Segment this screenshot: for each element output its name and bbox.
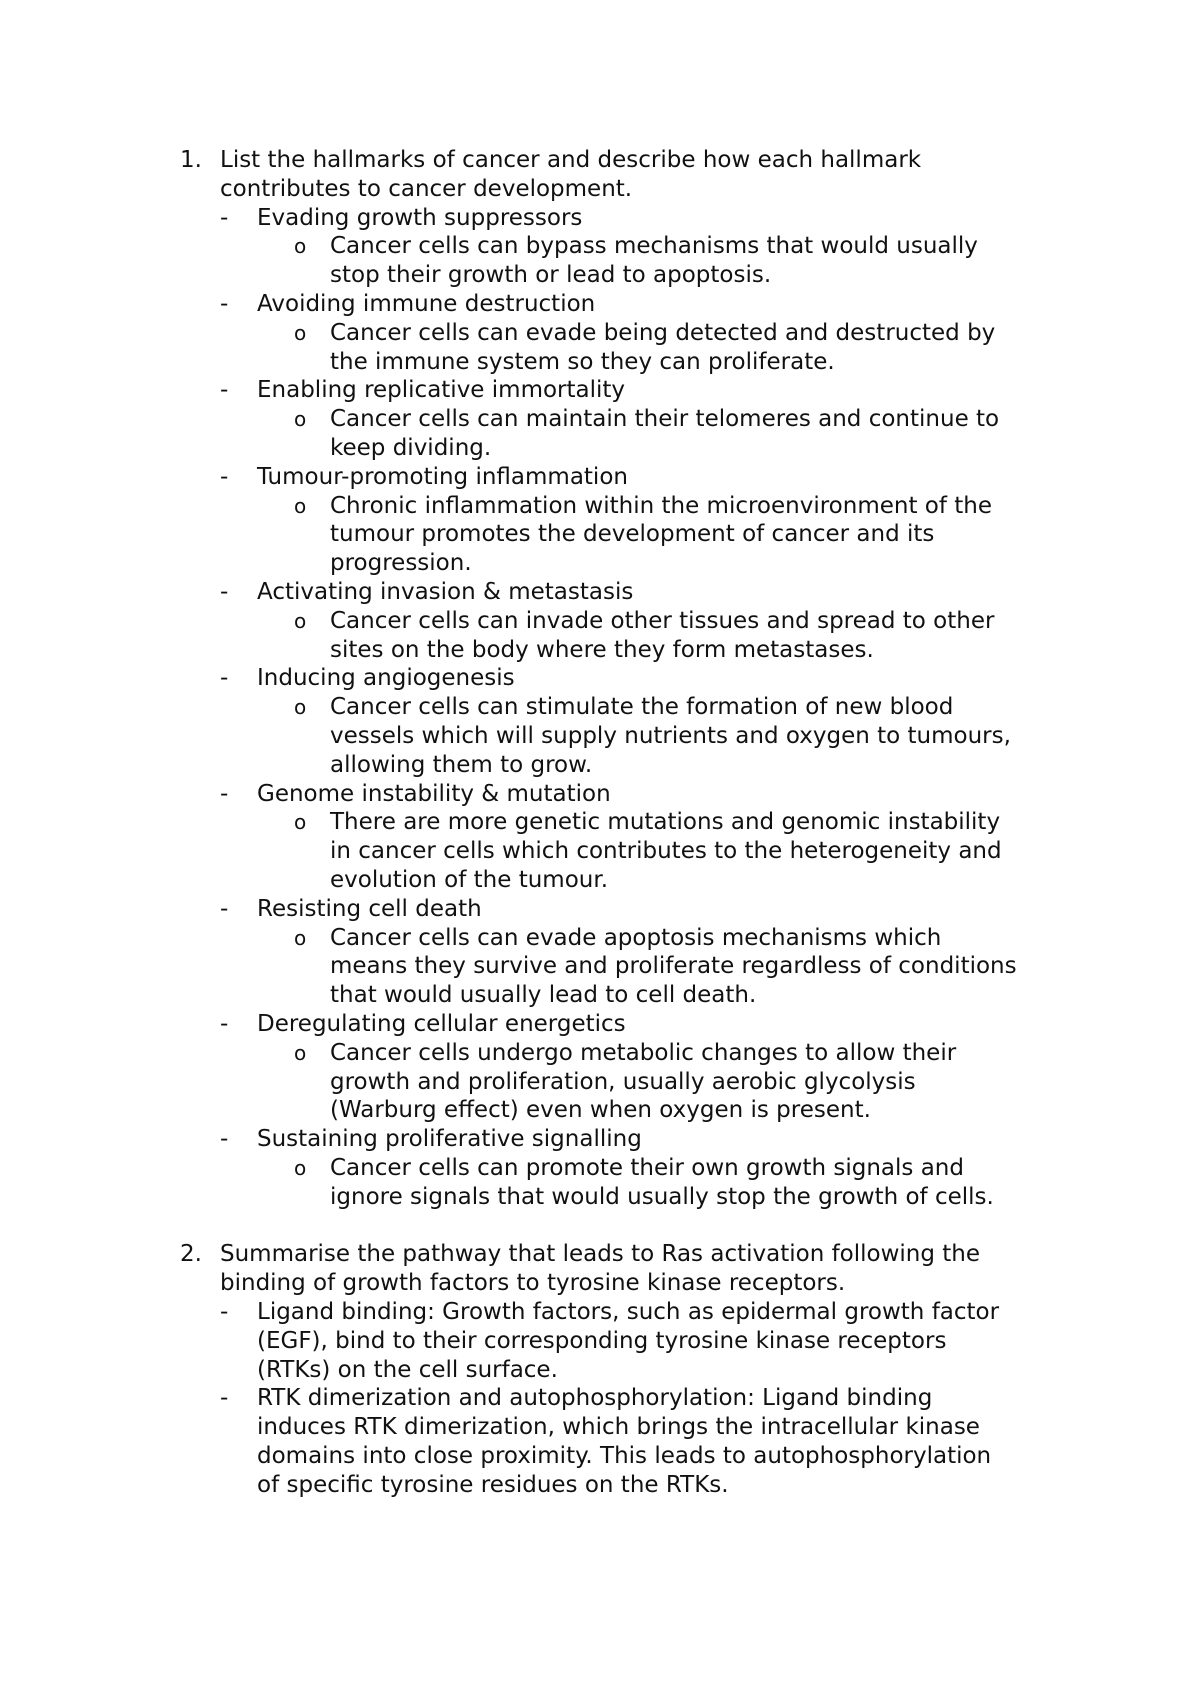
dash-bullet: - <box>220 1011 229 1037</box>
dash-bullet: - <box>220 1126 229 1153</box>
pathway-step-line: domains into close proximity. This leads to autophosphorylation <box>257 1443 992 1469</box>
hallmark-detail-line: allowing them to grow. <box>330 751 593 778</box>
section-number: 1. <box>180 147 202 173</box>
hallmark-title: Sustaining proliferative signalling <box>257 1126 642 1153</box>
hallmark-detail-line: Cancer cells undergo metabolic changes to allow their <box>330 1039 957 1066</box>
hallmark-title: Avoiding immune destruction <box>257 291 596 317</box>
hallmark-detail-line: tumour promotes the development of cancer and its <box>330 521 935 548</box>
hallmark-detail-line: in cancer cells which contributes to the heterogeneity and <box>330 838 1002 865</box>
pathway-step-line: RTK dimerization and autophosphorylation: Ligand binding <box>257 1385 933 1412</box>
dash-bullet: - <box>220 463 229 490</box>
hallmark-detail-line: (Warburg effect) even when oxygen is present. <box>330 1097 871 1124</box>
hallmark-detail-line: stop their growth or lead to apoptosis. <box>330 262 772 289</box>
dash-bullet: - <box>220 204 229 231</box>
dash-bullet: - <box>220 780 229 807</box>
circle-bullet: o <box>294 810 307 835</box>
hallmark-detail-line: means they survive and proliferate regardless of conditions <box>330 953 1017 980</box>
hallmark-detail-line: vessels which will supply nutrients and oxygen to tumours, <box>330 723 1011 749</box>
dash-bullet: - <box>220 895 229 922</box>
circle-bullet: o <box>294 234 307 259</box>
question-line: Summarise the pathway that leads to Ras activation following the <box>220 1241 981 1268</box>
hallmark-title: Genome instability & mutation <box>257 780 611 807</box>
hallmark-detail-line: Chronic inflammation within the microenvironment of the <box>330 492 993 519</box>
dash-bullet: - <box>220 579 229 605</box>
circle-bullet: o <box>294 493 307 518</box>
hallmark-title: Deregulating cellular energetics <box>257 1011 626 1037</box>
circle-bullet: o <box>294 407 307 432</box>
circle-bullet: o <box>294 320 307 345</box>
hallmark-detail-line: growth and proliferation, usually aerobic glycolysis <box>330 1068 916 1095</box>
hallmark-title: Evading growth suppressors <box>257 204 583 231</box>
hallmark-title: Resisting cell death <box>257 895 482 922</box>
question-line: contributes to cancer development. <box>220 175 633 202</box>
dash-bullet: - <box>220 377 229 404</box>
circle-bullet: o <box>294 1156 307 1180</box>
dash-bullet: - <box>220 1299 229 1325</box>
dash-bullet: - <box>220 1385 229 1412</box>
question-line: List the hallmarks of cancer and describe how each hallmark <box>220 147 922 173</box>
pathway-step-line: of specific tyrosine residues on the RTKs. <box>257 1471 729 1498</box>
hallmark-title: Enabling replicative immortality <box>257 377 626 404</box>
hallmark-detail-line: Cancer cells can evade apoptosis mechanisms which <box>330 924 942 951</box>
pathway-step-line: (RTKs) on the cell surface. <box>257 1356 558 1383</box>
question-line: binding of growth factors to tyrosine kinase receptors. <box>220 1270 846 1297</box>
hallmark-detail-line: evolution of the tumour. <box>330 867 609 893</box>
dash-bullet: - <box>220 665 229 692</box>
hallmark-title: Activating invasion & metastasis <box>257 579 634 605</box>
hallmark-detail-line: sites on the body where they form metastases. <box>330 636 874 663</box>
hallmark-detail-line: progression. <box>330 550 472 577</box>
hallmark-detail-line: Cancer cells can invade other tissues and spread to other <box>330 607 995 634</box>
circle-bullet: o <box>294 695 307 720</box>
hallmark-title: Inducing angiogenesis <box>257 665 515 692</box>
pathway-step-line: (EGF), bind to their corresponding tyrosine kinase receptors <box>257 1327 947 1354</box>
hallmark-detail-line: that would usually lead to cell death. <box>330 982 757 1009</box>
circle-bullet: o <box>294 925 307 950</box>
hallmark-detail-line: ignore signals that would usually stop the growth of cells. <box>330 1183 994 1210</box>
pathway-step-line: induces RTK dimerization, which brings the intracellular kinase <box>257 1414 980 1441</box>
circle-bullet: o <box>294 1040 307 1065</box>
hallmark-detail-line: keep dividing. <box>330 435 492 461</box>
circle-bullet: o <box>294 608 307 633</box>
section-number: 2. <box>180 1241 202 1268</box>
hallmark-detail-line: Cancer cells can evade being detected and destructed by <box>330 319 996 346</box>
hallmark-detail-line: the immune system so they can proliferate. <box>330 348 835 375</box>
pathway-step-line: Ligand binding: Growth factors, such as epidermal growth factor <box>257 1299 1000 1325</box>
hallmark-detail-line: Cancer cells can promote their own growth signals and <box>330 1155 964 1181</box>
hallmark-detail-line: Cancer cells can bypass mechanisms that would usually <box>330 233 978 260</box>
hallmark-title: Tumour-promoting inflammation <box>257 463 628 490</box>
hallmark-detail-line: Cancer cells can stimulate the formation of new blood <box>330 694 954 721</box>
hallmark-detail-line: Cancer cells can maintain their telomeres and continue to <box>330 406 1000 433</box>
dash-bullet: - <box>220 291 229 317</box>
hallmark-detail-line: There are more genetic mutations and genomic instability <box>330 809 1001 836</box>
